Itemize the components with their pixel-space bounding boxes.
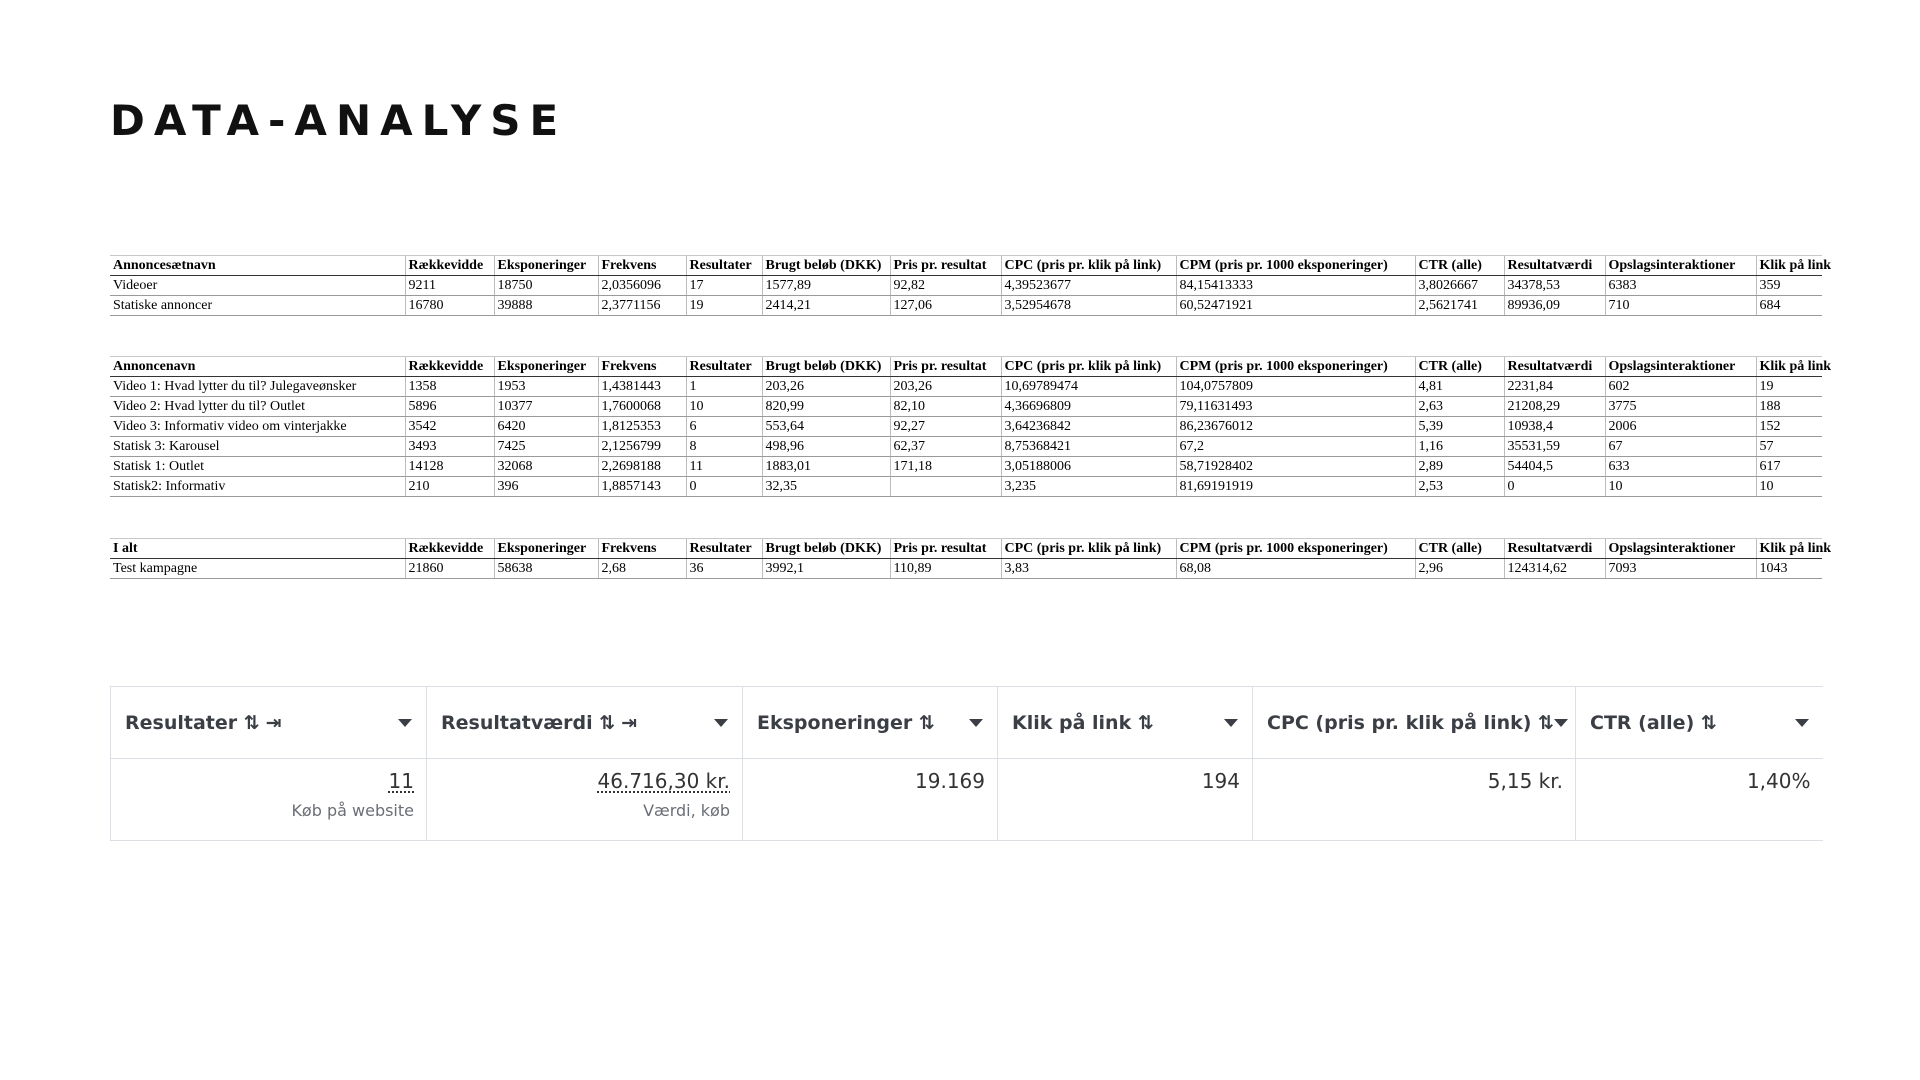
column-header: Opslagsinteraktioner xyxy=(1605,256,1756,276)
column-header: Eksponeringer xyxy=(494,256,598,276)
summary-value[interactable]: 46.716,30 kr. xyxy=(597,769,730,793)
table-row xyxy=(110,417,1822,437)
column-header: Resultater xyxy=(686,539,762,559)
summary-column-header[interactable] xyxy=(743,687,998,759)
table-cell: 1,16 xyxy=(1415,437,1504,457)
table-cell: 210 xyxy=(405,477,494,497)
column-header: Klik på link xyxy=(1756,539,1822,559)
row-name-cell: Statisk 3: Karousel xyxy=(110,437,405,457)
table-cell xyxy=(890,477,1001,497)
table-cell: 32,35 xyxy=(762,477,890,497)
column-header: CTR (alle) xyxy=(1415,256,1504,276)
table-cell: 35531,59 xyxy=(1504,437,1605,457)
row-name-cell: Statisk2: Informativ xyxy=(110,477,405,497)
table-cell: 10 xyxy=(1605,477,1756,497)
table-cell: 9211 xyxy=(405,276,494,296)
table-cell: 3,8026667 xyxy=(1415,276,1504,296)
table-cell: 1883,01 xyxy=(762,457,890,477)
table-row xyxy=(110,377,1822,397)
summary-column-header[interactable] xyxy=(1253,687,1576,759)
table-cell: 4,36696809 xyxy=(1001,397,1176,417)
table-cell: 39888 xyxy=(494,296,598,316)
column-header: Resultater xyxy=(686,256,762,276)
column-header: Eksponeringer xyxy=(494,539,598,559)
column-header: Brugt beløb (DKK) xyxy=(762,539,890,559)
summary-column-header[interactable] xyxy=(998,687,1253,759)
table-cell: 10 xyxy=(686,397,762,417)
summary-column-label: CTR (alle) ⇅ xyxy=(1590,711,1717,734)
table-cell: 203,26 xyxy=(762,377,890,397)
summary-header-row xyxy=(111,687,1823,759)
table-cell: 11 xyxy=(686,457,762,477)
table-row xyxy=(110,559,1822,579)
table-cell: 89936,09 xyxy=(1504,296,1605,316)
column-header: Rækkevidde xyxy=(405,256,494,276)
column-header: CTR (alle) xyxy=(1415,539,1504,559)
table-cell: 1,7600068 xyxy=(598,397,686,417)
ads-manager-summary xyxy=(110,686,1823,841)
table-cell: 1 xyxy=(686,377,762,397)
table-cell: 16780 xyxy=(405,296,494,316)
table-cell: 19 xyxy=(686,296,762,316)
table-cell: 21860 xyxy=(405,559,494,579)
table-cell: 7425 xyxy=(494,437,598,457)
dropdown-caret-icon[interactable] xyxy=(714,719,728,727)
table-cell: 3,64236842 xyxy=(1001,417,1176,437)
column-header: I alt xyxy=(110,539,405,559)
table-cell: 6420 xyxy=(494,417,598,437)
row-name-cell: Video 2: Hvad lytter du til? Outlet xyxy=(110,397,405,417)
table-cell: 684 xyxy=(1756,296,1822,316)
table-cell: 7093 xyxy=(1605,559,1756,579)
table-cell: 2,53 xyxy=(1415,477,1504,497)
total-table xyxy=(110,538,1832,579)
summary-column-label: CPC (pris pr. klik på link) ⇅ xyxy=(1267,711,1554,734)
table-cell: 602 xyxy=(1605,377,1756,397)
table-row xyxy=(110,457,1822,477)
table-cell: 21208,29 xyxy=(1504,397,1605,417)
column-header: Resultatværdi xyxy=(1504,256,1605,276)
summary-value: 5,15 kr. xyxy=(1487,769,1563,793)
dropdown-caret-icon[interactable] xyxy=(1224,719,1238,727)
table-cell: 58638 xyxy=(494,559,598,579)
pin-right-icon[interactable]: ⇥ xyxy=(265,711,282,734)
table-cell: 2,96 xyxy=(1415,559,1504,579)
summary-value-cell xyxy=(427,759,743,841)
table-cell: 62,37 xyxy=(890,437,1001,457)
table-cell: 820,99 xyxy=(762,397,890,417)
summary-column-label: Eksponeringer ⇅ xyxy=(757,711,935,734)
table-cell: 79,11631493 xyxy=(1176,397,1415,417)
ads-table xyxy=(110,356,1832,497)
table-cell: 6383 xyxy=(1605,276,1756,296)
table-cell: 2,68 xyxy=(598,559,686,579)
table-cell: 1358 xyxy=(405,377,494,397)
summary-value: 194 xyxy=(1201,769,1240,793)
table-cell: 0 xyxy=(1504,477,1605,497)
column-header: Pris pr. resultat xyxy=(890,539,1001,559)
column-header: Resultatværdi xyxy=(1504,357,1605,377)
summary-value-caption: Køb på website xyxy=(291,801,414,820)
table-cell: 82,10 xyxy=(890,397,1001,417)
summary-value: 19.169 xyxy=(915,769,985,793)
table-cell: 54404,5 xyxy=(1504,457,1605,477)
dropdown-caret-icon[interactable] xyxy=(969,719,983,727)
table-cell: 2,89 xyxy=(1415,457,1504,477)
table-cell: 2,5621741 xyxy=(1415,296,1504,316)
table-row xyxy=(110,397,1822,417)
column-header: Frekvens xyxy=(598,357,686,377)
column-header: Annoncesætnavn xyxy=(110,256,405,276)
column-header: CPM (pris pr. 1000 eksponeringer) xyxy=(1176,357,1415,377)
column-header: Rækkevidde xyxy=(405,539,494,559)
table-cell: 124314,62 xyxy=(1504,559,1605,579)
table-cell: 3493 xyxy=(405,437,494,457)
row-name-cell: Statisk 1: Outlet xyxy=(110,457,405,477)
row-name-cell: Video 3: Informativ video om vinterjakke xyxy=(110,417,405,437)
table-cell: 32068 xyxy=(494,457,598,477)
dropdown-caret-icon[interactable] xyxy=(1554,719,1568,727)
table-cell: 3,05188006 xyxy=(1001,457,1176,477)
summary-value: 1,40% xyxy=(1746,769,1811,793)
table-cell: 203,26 xyxy=(890,377,1001,397)
table-cell: 3,235 xyxy=(1001,477,1176,497)
summary-column-label: Resultater ⇅ xyxy=(125,711,260,734)
table-cell: 84,15413333 xyxy=(1176,276,1415,296)
table-cell: 1953 xyxy=(494,377,598,397)
column-header: Resultater xyxy=(686,357,762,377)
summary-value[interactable]: 11 xyxy=(388,769,414,793)
table-cell: 1,8857143 xyxy=(598,477,686,497)
table-cell: 0 xyxy=(686,477,762,497)
column-header: CPM (pris pr. 1000 eksponeringer) xyxy=(1176,539,1415,559)
table-cell: 18750 xyxy=(494,276,598,296)
table-header-row xyxy=(110,256,1822,276)
dropdown-caret-icon[interactable] xyxy=(1795,719,1809,727)
table-cell: 19 xyxy=(1756,377,1822,397)
summary-value-cell xyxy=(743,759,998,841)
table-cell: 68,08 xyxy=(1176,559,1415,579)
column-header: CTR (alle) xyxy=(1415,357,1504,377)
table-cell: 1577,89 xyxy=(762,276,890,296)
row-name-cell: Videoer xyxy=(110,276,405,296)
summary-column-label: Klik på link ⇅ xyxy=(1012,711,1154,734)
table-cell: 8,75368421 xyxy=(1001,437,1176,457)
column-header: Frekvens xyxy=(598,539,686,559)
table-cell: 3542 xyxy=(405,417,494,437)
table-cell: 60,52471921 xyxy=(1176,296,1415,316)
summary-value-cell xyxy=(998,759,1253,841)
table-cell: 110,89 xyxy=(890,559,1001,579)
summary-column-header[interactable] xyxy=(427,687,743,759)
table-cell: 710 xyxy=(1605,296,1756,316)
table-cell: 10 xyxy=(1756,477,1822,497)
table-cell: 2,1256799 xyxy=(598,437,686,457)
table-cell: 2,63 xyxy=(1415,397,1504,417)
table-cell: 14128 xyxy=(405,457,494,477)
table-row xyxy=(110,296,1822,316)
column-header: Pris pr. resultat xyxy=(890,256,1001,276)
summary-column-header[interactable] xyxy=(1576,687,1823,759)
table-cell: 34378,53 xyxy=(1504,276,1605,296)
table-header-row xyxy=(110,357,1822,377)
table-cell: 92,82 xyxy=(890,276,1001,296)
column-header: Annoncenavn xyxy=(110,357,405,377)
table-cell: 171,18 xyxy=(890,457,1001,477)
table-row xyxy=(110,477,1822,497)
column-header: CPC (pris pr. klik på link) xyxy=(1001,256,1176,276)
column-header: Klik på link xyxy=(1756,357,1822,377)
table-cell: 10,69789474 xyxy=(1001,377,1176,397)
column-header: Resultatværdi xyxy=(1504,539,1605,559)
table-cell: 92,27 xyxy=(890,417,1001,437)
table-row xyxy=(110,276,1822,296)
ad-sets-table xyxy=(110,255,1832,316)
column-header: Rækkevidde xyxy=(405,357,494,377)
table-cell: 10938,4 xyxy=(1504,417,1605,437)
table-cell: 1,8125353 xyxy=(598,417,686,437)
table-cell: 3,52954678 xyxy=(1001,296,1176,316)
table-cell: 5896 xyxy=(405,397,494,417)
column-header: CPM (pris pr. 1000 eksponeringer) xyxy=(1176,256,1415,276)
summary-value-row xyxy=(111,759,1823,841)
column-header: Brugt beløb (DKK) xyxy=(762,357,890,377)
summary-value-cell xyxy=(111,759,427,841)
pin-right-icon[interactable]: ⇥ xyxy=(621,711,638,734)
table-cell: 10377 xyxy=(494,397,598,417)
column-header: Pris pr. resultat xyxy=(890,357,1001,377)
table-cell: 57 xyxy=(1756,437,1822,457)
row-name-cell: Test kampagne xyxy=(110,559,405,579)
table-cell: 67 xyxy=(1605,437,1756,457)
table-cell: 2,2698188 xyxy=(598,457,686,477)
summary-column-label: Resultatværdi ⇅ xyxy=(441,711,616,734)
table-cell: 4,39523677 xyxy=(1001,276,1176,296)
summary-column-header[interactable] xyxy=(111,687,427,759)
table-cell: 1,4381443 xyxy=(598,377,686,397)
table-cell: 81,69191919 xyxy=(1176,477,1415,497)
dropdown-caret-icon[interactable] xyxy=(398,719,412,727)
table-cell: 8 xyxy=(686,437,762,457)
column-header: Frekvens xyxy=(598,256,686,276)
table-cell: 633 xyxy=(1605,457,1756,477)
table-cell: 359 xyxy=(1756,276,1822,296)
table-row xyxy=(110,437,1822,457)
table-cell: 36 xyxy=(686,559,762,579)
column-header: Opslagsinteraktioner xyxy=(1605,539,1756,559)
table-cell: 188 xyxy=(1756,397,1822,417)
column-header: Klik på link xyxy=(1756,256,1822,276)
table-cell: 127,06 xyxy=(890,296,1001,316)
table-cell: 17 xyxy=(686,276,762,296)
table-cell: 3775 xyxy=(1605,397,1756,417)
table-cell: 5,39 xyxy=(1415,417,1504,437)
table-cell: 396 xyxy=(494,477,598,497)
table-cell: 553,64 xyxy=(762,417,890,437)
table-cell: 2006 xyxy=(1605,417,1756,437)
row-name-cell: Statiske annoncer xyxy=(110,296,405,316)
table-cell: 2,0356096 xyxy=(598,276,686,296)
table-cell: 2414,21 xyxy=(762,296,890,316)
column-header: CPC (pris pr. klik på link) xyxy=(1001,539,1176,559)
table-cell: 4,81 xyxy=(1415,377,1504,397)
table-cell: 3,83 xyxy=(1001,559,1176,579)
summary-value-caption: Værdi, køb xyxy=(643,801,730,820)
table-cell: 58,71928402 xyxy=(1176,457,1415,477)
summary-value-cell xyxy=(1253,759,1576,841)
table-cell: 2231,84 xyxy=(1504,377,1605,397)
table-cell: 152 xyxy=(1756,417,1822,437)
summary-value-cell xyxy=(1576,759,1823,841)
page-title: DATA-ANALYSE xyxy=(110,96,568,145)
table-cell: 3992,1 xyxy=(762,559,890,579)
table-cell: 617 xyxy=(1756,457,1822,477)
table-cell: 2,3771156 xyxy=(598,296,686,316)
table-cell: 1043 xyxy=(1756,559,1822,579)
column-header: Brugt beløb (DKK) xyxy=(762,256,890,276)
table-cell: 498,96 xyxy=(762,437,890,457)
table-cell: 6 xyxy=(686,417,762,437)
table-cell: 104,0757809 xyxy=(1176,377,1415,397)
column-header: Opslagsinteraktioner xyxy=(1605,357,1756,377)
column-header: Eksponeringer xyxy=(494,357,598,377)
table-header-row xyxy=(110,539,1822,559)
row-name-cell: Video 1: Hvad lytter du til? Julegaveønsker xyxy=(110,377,405,397)
table-cell: 67,2 xyxy=(1176,437,1415,457)
table-cell: 86,23676012 xyxy=(1176,417,1415,437)
column-header: CPC (pris pr. klik på link) xyxy=(1001,357,1176,377)
